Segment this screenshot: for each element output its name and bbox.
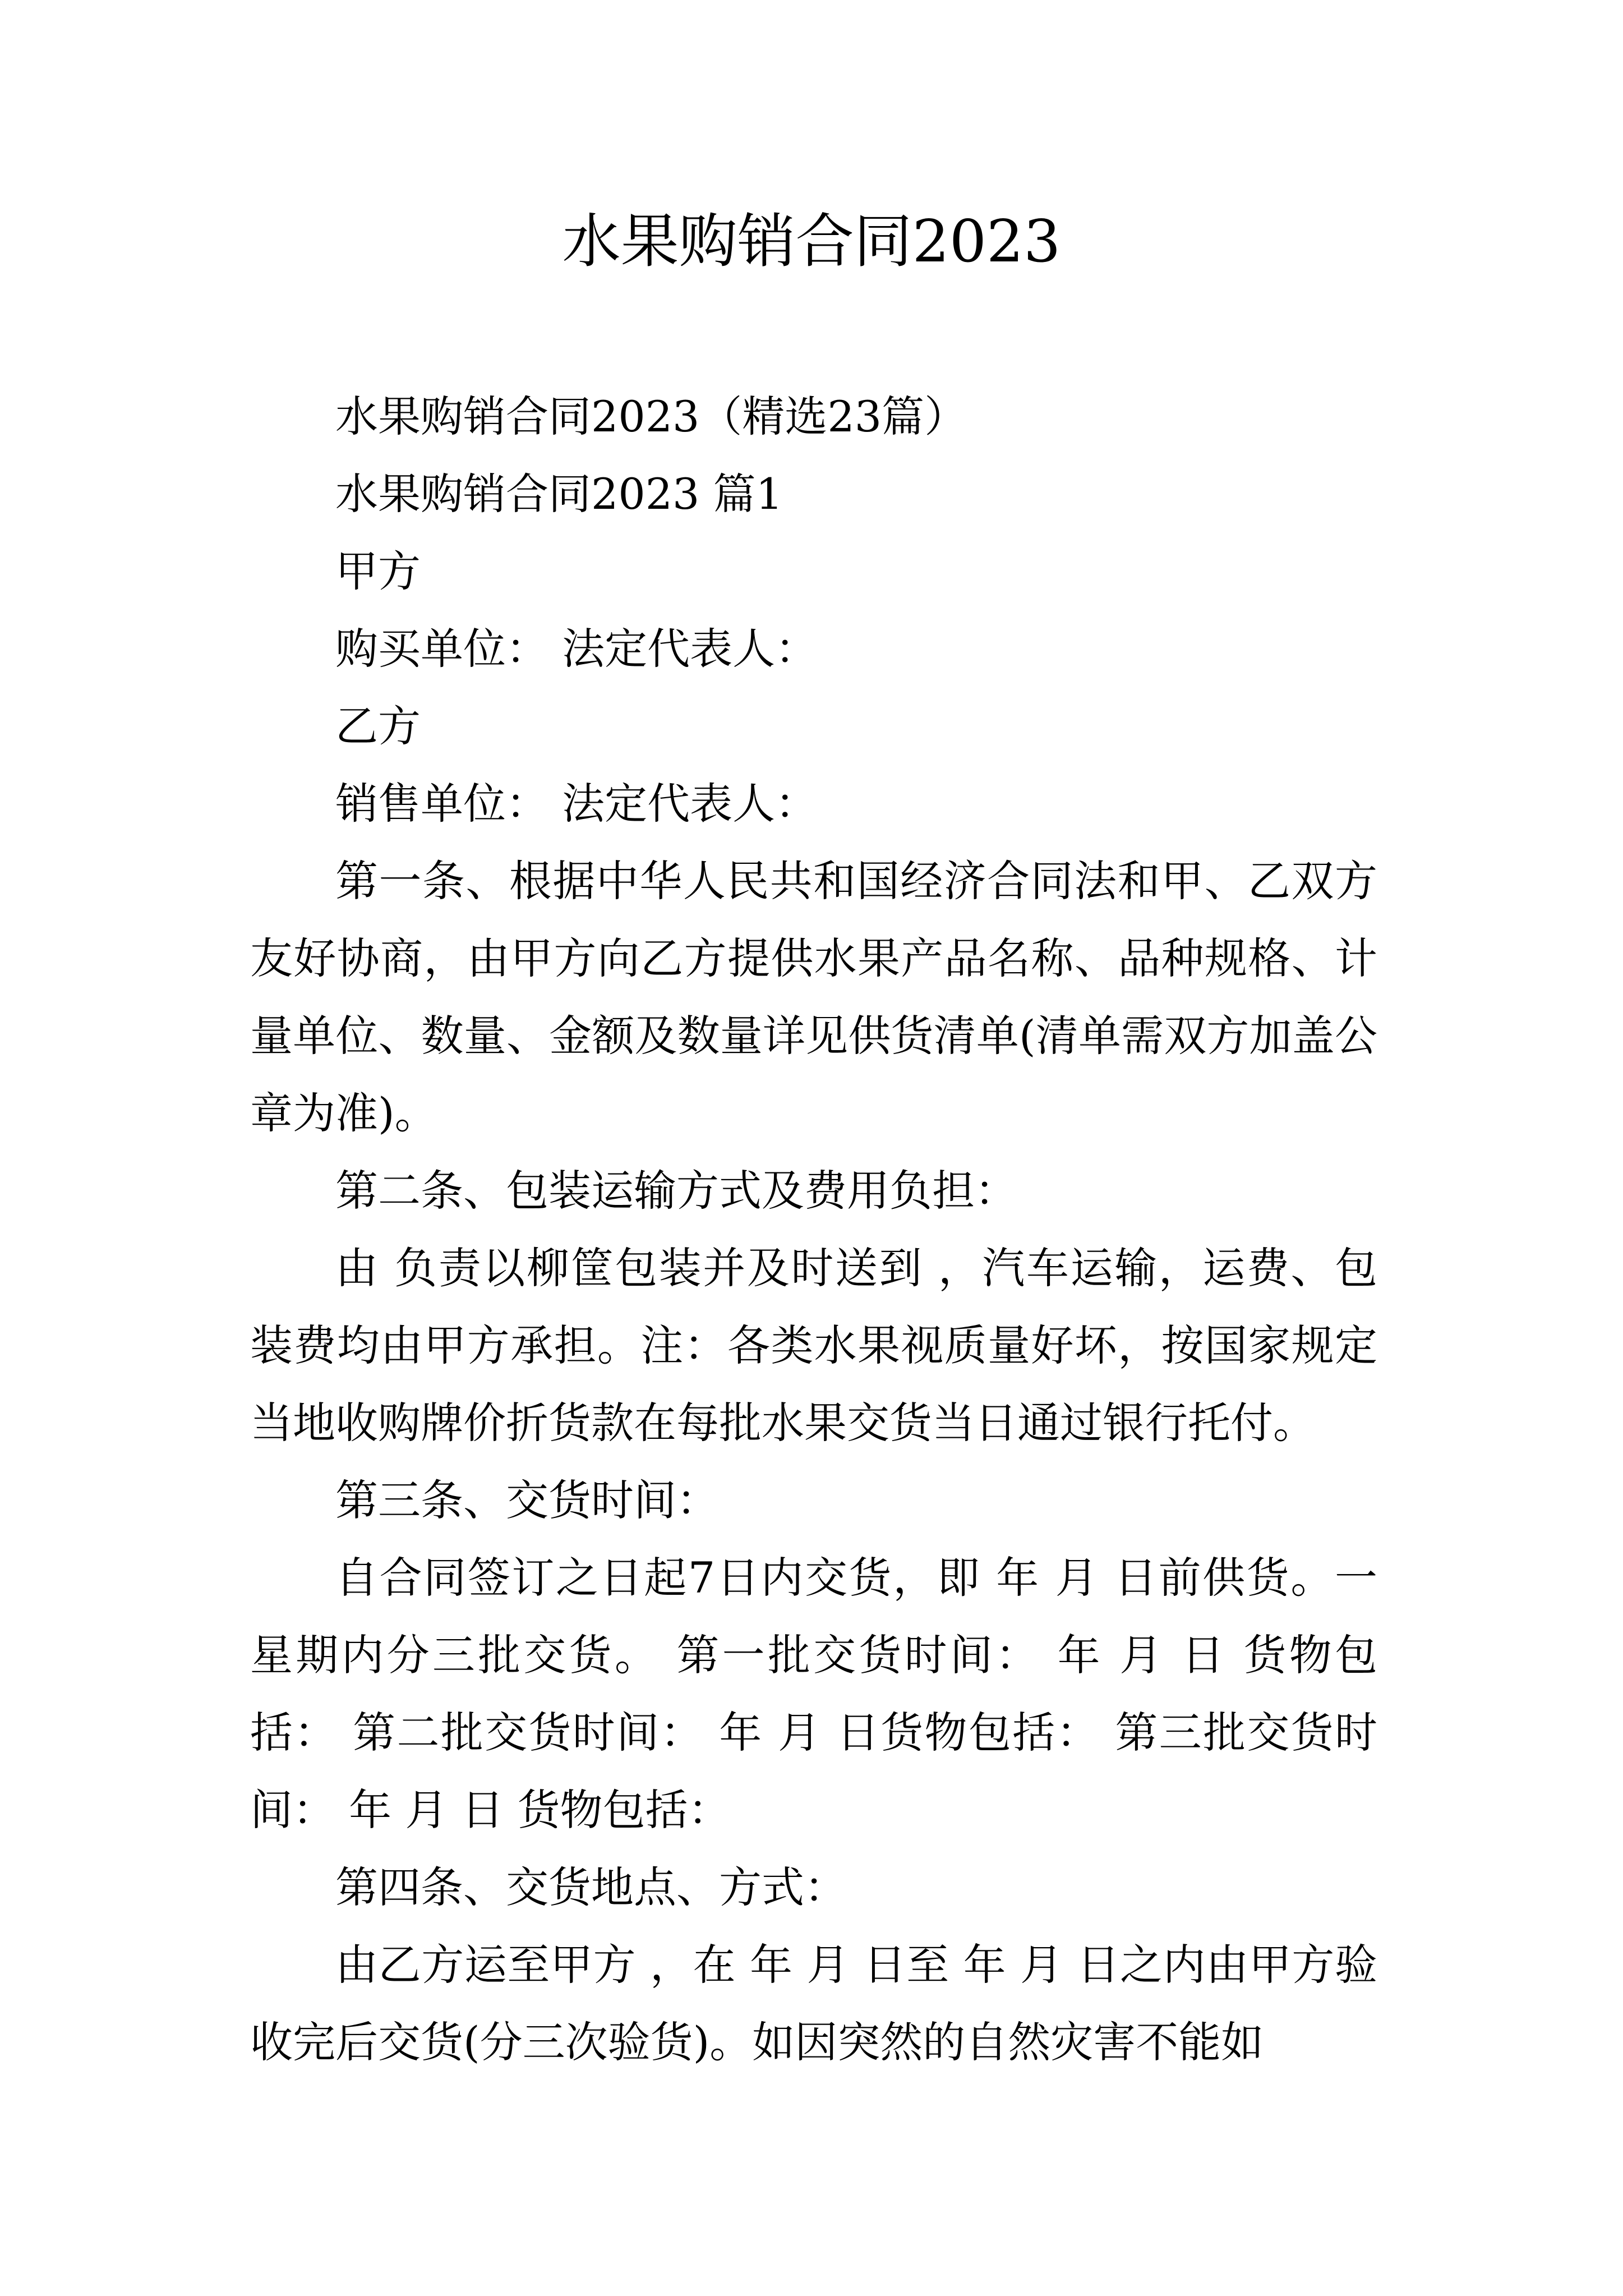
paragraph: 销售单位： 法定代表人：: [335, 779, 818, 829]
paragraph: 甲方: [335, 546, 421, 596]
document-title: 水果购销合同2023: [562, 207, 1061, 275]
paragraph: 第三条、交货时间：: [335, 1475, 719, 1525]
paragraph: 由乙方运至甲方 ，在 年 月 日至 年 月 日之内由甲方验收完后交货(分三次验货)。如因突然的自然灾害不能如: [250, 1940, 1377, 2067]
paragraph: 自合同签订之日起7日内交货，即 年 月 日前供货。一星期内分三批交货。 第一批交货时间： 年 月 日 货物包括： 第二批交货时间： 年 月 日货物包括： 第三批交货时间： 年 月 日 货物包括：: [250, 1553, 1377, 1835]
paragraph: 第四条、交货地点、方式：: [335, 1862, 847, 1912]
paragraph: 水果购销合同2023（精选23篇）: [335, 392, 967, 441]
paragraph: 购买单位： 法定代表人：: [335, 624, 818, 674]
paragraph: 第二条、包装运输方式及费用负担：: [335, 1166, 1017, 1216]
paragraph: 第一条、根据中华人民共和国经济合同法和甲、乙双方友好协商，由甲方向乙方提供水果产品名称、品种规格、计量单位、数量、金额及数量详见供货清单(清单需双方加盖公章为准)。: [250, 856, 1377, 1138]
document-body: [250, 378, 1377, 2081]
paragraph: 由 负责以柳筐包装并及时送到 ，汽车运输，运费、包装费均由甲方承担。注：各类水果视质量好坏，按国家规定当地收购牌价折货款在每批水果交货当日通过银行托付。: [250, 1243, 1377, 1448]
paragraph: 乙方: [335, 701, 421, 751]
paragraph: 水果购销合同2023 篇1: [335, 469, 783, 519]
